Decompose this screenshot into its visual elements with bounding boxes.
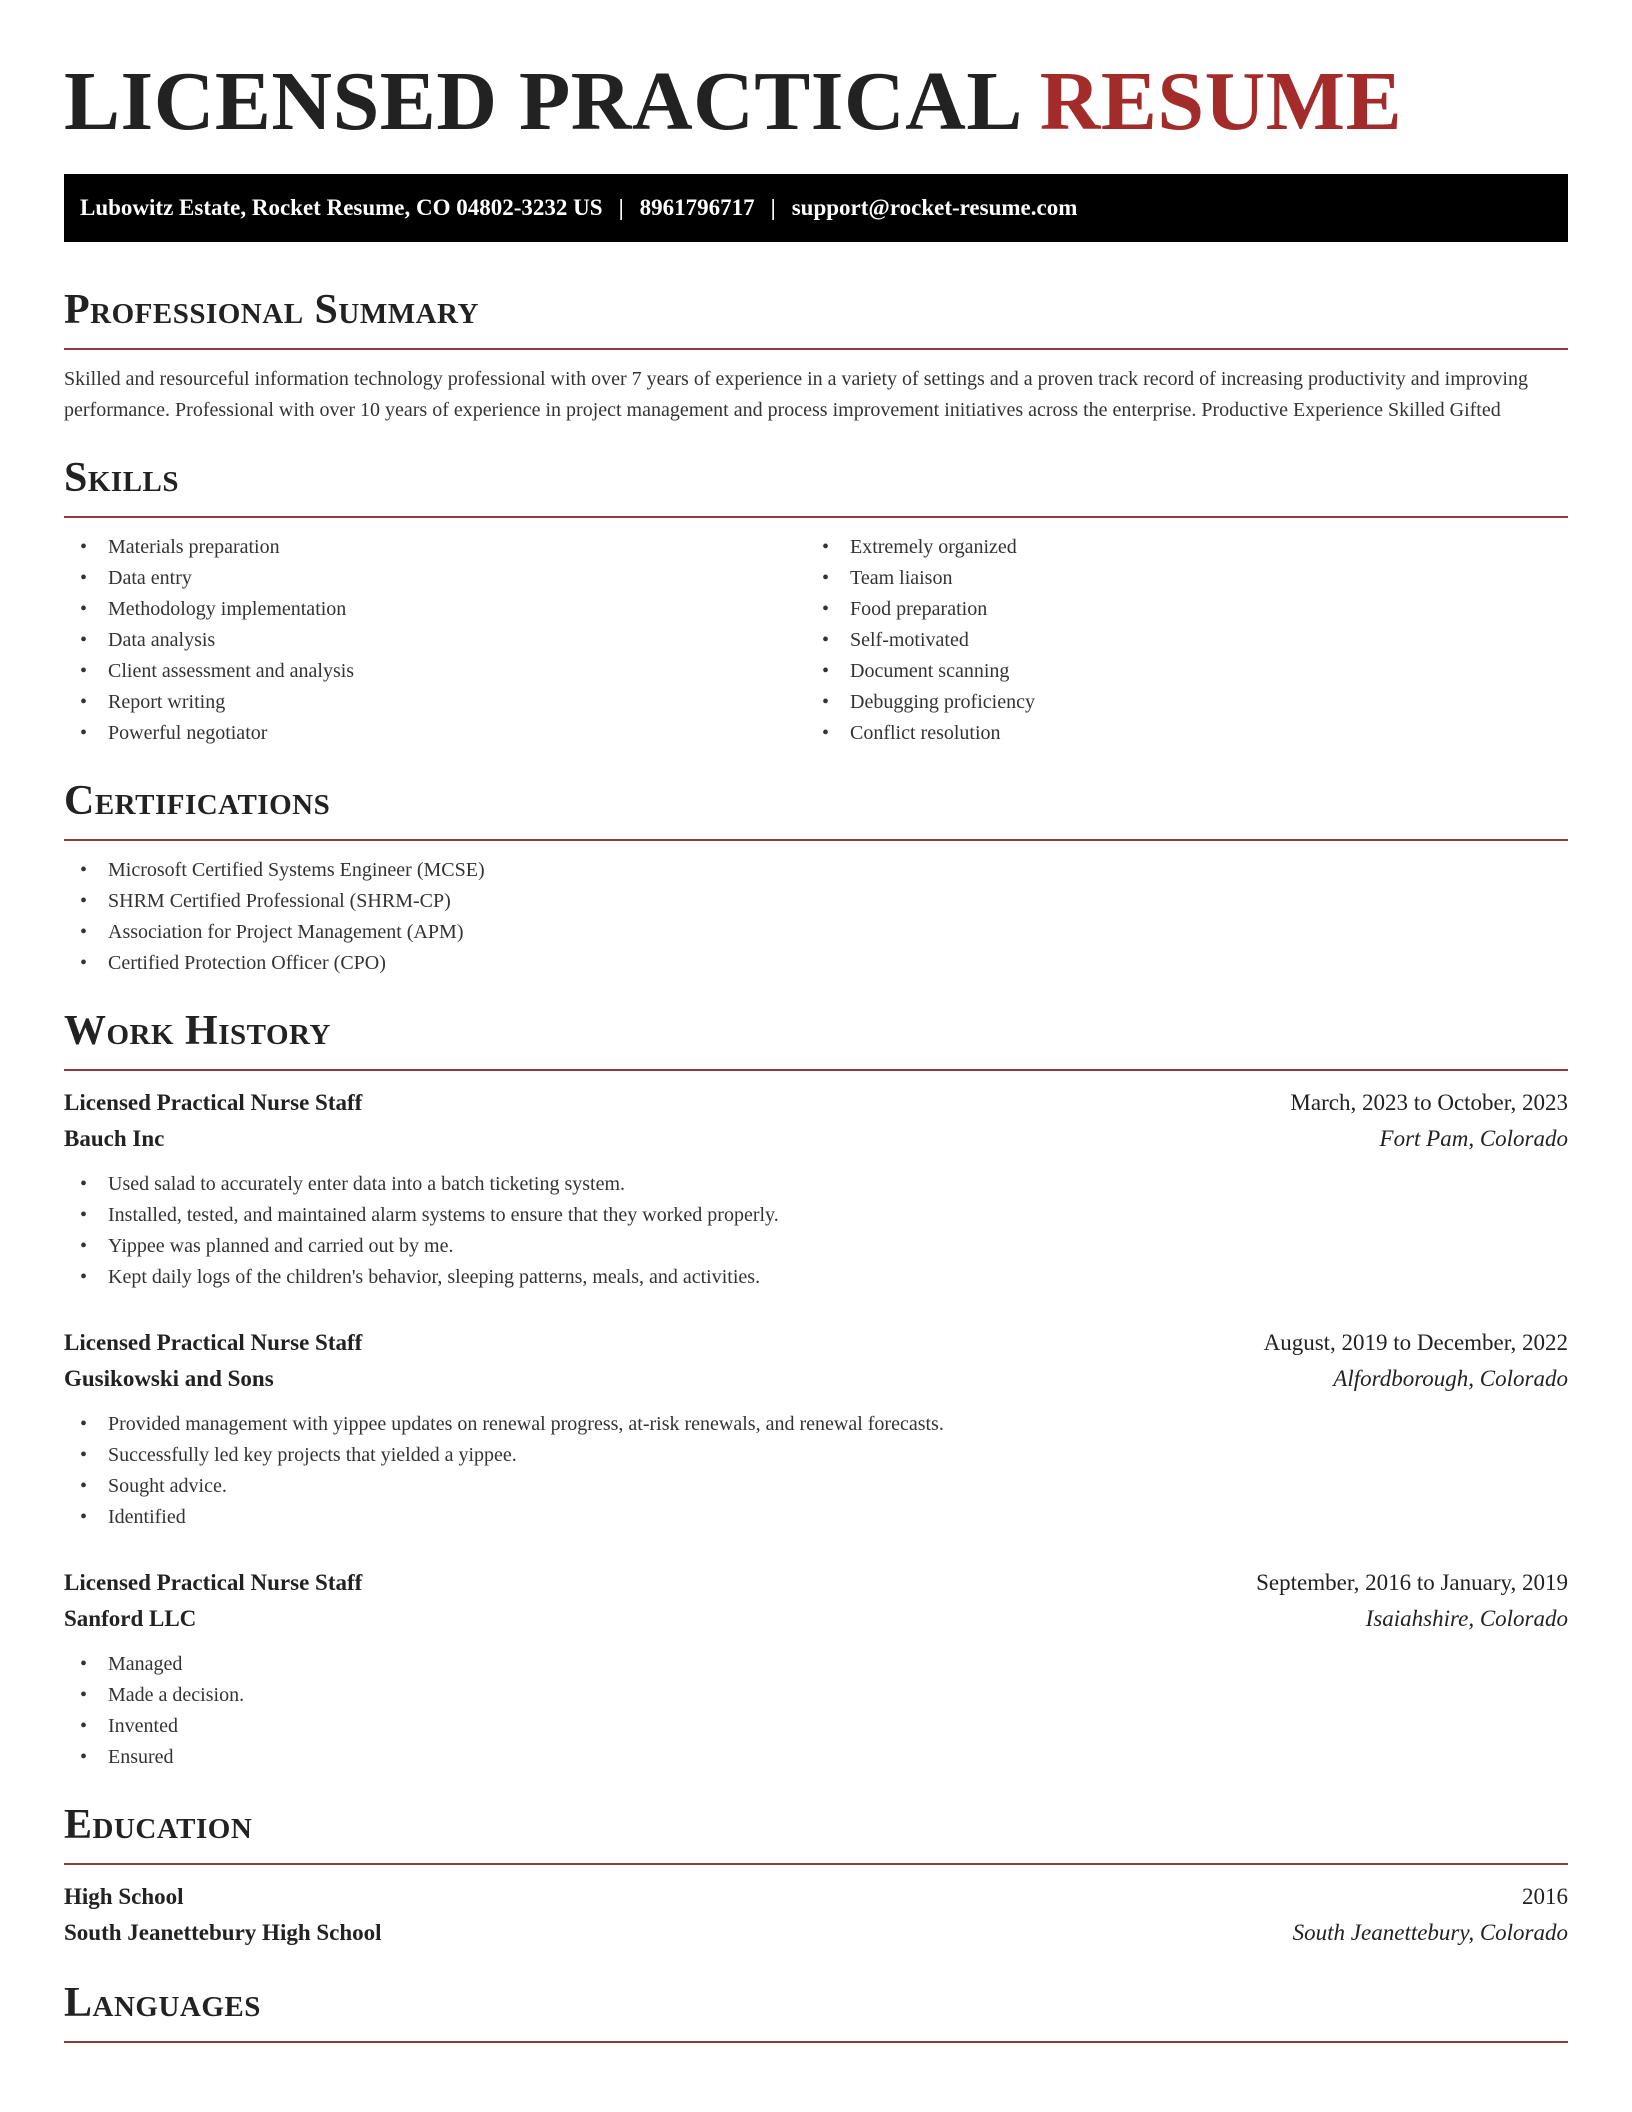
contact-address: Lubowitz Estate, Rocket Resume, CO 04802-3232 US — [80, 195, 603, 220]
skill-item: • Powerful negotiator — [80, 718, 816, 749]
contact-separator: | — [618, 195, 624, 220]
job-entry — [64, 1565, 1568, 1773]
languages-section — [64, 1979, 1568, 2043]
job-location: Alfordborough, Colorado — [1333, 1366, 1568, 1391]
job-bullet: • Kept daily logs of the children's behavior, sleeping patterns, meals, and activities. — [80, 1262, 1568, 1293]
skill-item: • Food preparation — [822, 594, 1568, 625]
education-location: South Jeanettebury, Colorado — [1292, 1920, 1568, 1945]
education-year: 2016 — [1522, 1884, 1568, 1909]
education-degree: High School — [64, 1884, 184, 1909]
contact-phone: 8961796717 — [639, 195, 755, 220]
job-role: Licensed Practical Nurse Staff — [64, 1330, 363, 1355]
job-header-row — [64, 1085, 1568, 1121]
education-school-row — [64, 1915, 1568, 1951]
section-divider — [64, 1863, 1568, 1865]
job-company-row — [64, 1601, 1568, 1637]
section-title-summary: Professional Summary — [64, 287, 479, 333]
job-bullet: • Identified — [80, 1502, 1568, 1533]
skill-item: • Debugging proficiency — [822, 687, 1568, 718]
section-divider — [64, 839, 1568, 841]
job-bullets — [64, 1409, 1568, 1533]
title-accent: RESUME — [1039, 55, 1403, 148]
certification-item: • Association for Project Management (APM) — [80, 917, 1568, 948]
job-bullet: • Made a decision. — [80, 1680, 1568, 1711]
job-bullet: • Managed — [80, 1649, 1568, 1680]
job-bullet: • Invented — [80, 1711, 1568, 1742]
section-title-certifications: Certifications — [64, 778, 331, 824]
skills-column-right — [816, 532, 1568, 749]
job-company-row — [64, 1361, 1568, 1397]
job-bullets — [64, 1169, 1568, 1293]
job-company: Sanford LLC — [64, 1606, 197, 1631]
job-company: Bauch Inc — [64, 1126, 165, 1151]
skill-item: • Methodology implementation — [80, 594, 816, 625]
summary-section — [64, 286, 1568, 426]
skill-item: • Client assessment and analysis — [80, 656, 816, 687]
work-history-section — [64, 1007, 1568, 1773]
job-dates: September, 2016 to January, 2019 — [1256, 1570, 1568, 1595]
job-location: Isaiahshire, Colorado — [1365, 1606, 1568, 1631]
job-entry — [64, 1325, 1568, 1533]
skill-item: • Self-motivated — [822, 625, 1568, 656]
section-divider — [64, 348, 1568, 350]
title-main: LICENSED PRACTICAL — [64, 55, 1019, 148]
section-divider — [64, 2041, 1568, 2043]
skill-item: • Document scanning — [822, 656, 1568, 687]
skills-section — [64, 454, 1568, 749]
job-role: Licensed Practical Nurse Staff — [64, 1570, 363, 1595]
job-bullet: • Used salad to accurately enter data into a batch ticketing system. — [80, 1169, 1568, 1200]
skill-item: • Data entry — [80, 563, 816, 594]
education-degree-row — [64, 1879, 1568, 1915]
job-bullet: • Provided management with yippee updates on renewal progress, at-risk renewals, and renewal forecasts. — [80, 1409, 1568, 1440]
education-school: South Jeanettebury High School — [64, 1920, 382, 1945]
section-title-languages: Languages — [64, 1980, 261, 2026]
job-bullets — [64, 1649, 1568, 1773]
resume-title — [64, 52, 1568, 152]
education-section — [64, 1801, 1568, 1951]
job-bullet: • Installed, tested, and maintained alarm systems to ensure that they worked properly. — [80, 1200, 1568, 1231]
job-company-row — [64, 1121, 1568, 1157]
contact-bar — [64, 174, 1568, 242]
skills-list-right — [816, 532, 1568, 749]
job-bullet: • Yippee was planned and carried out by me. — [80, 1231, 1568, 1262]
skills-grid — [64, 532, 1568, 749]
job-bullet: • Successfully led key projects that yielded a yippee. — [80, 1440, 1568, 1471]
skill-item: • Materials preparation — [80, 532, 816, 563]
job-bullet: • Ensured — [80, 1742, 1568, 1773]
section-title-skills: Skills — [64, 455, 180, 501]
certifications-list — [64, 855, 1568, 979]
section-divider — [64, 1069, 1568, 1071]
job-dates: August, 2019 to December, 2022 — [1263, 1330, 1568, 1355]
skill-item: • Data analysis — [80, 625, 816, 656]
skill-item: • Extremely organized — [822, 532, 1568, 563]
certifications-section — [64, 777, 1568, 979]
job-company: Gusikowski and Sons — [64, 1366, 274, 1391]
section-divider — [64, 516, 1568, 518]
certification-item: • SHRM Certified Professional (SHRM-CP) — [80, 886, 1568, 917]
skill-item: • Team liaison — [822, 563, 1568, 594]
job-dates: March, 2023 to October, 2023 — [1290, 1090, 1568, 1115]
summary-text: Skilled and resourceful information technology professional with over 7 years of experience in a variety of settings and a proven track record of increasing productivity and improving performance. Professional with over 10 years of experience in project management and process improvement initiatives across the enterprise. Productive Experience Skilled Gifted — [64, 368, 1528, 421]
job-location: Fort Pam, Colorado — [1379, 1126, 1568, 1151]
skills-column-left — [64, 532, 816, 749]
contact-email: support@rocket-resume.com — [791, 195, 1078, 220]
skill-item: • Report writing — [80, 687, 816, 718]
certification-item: • Microsoft Certified Systems Engineer (MCSE) — [80, 855, 1568, 886]
skills-list-left — [64, 532, 816, 749]
section-title-work-history: Work History — [64, 1008, 331, 1054]
job-role: Licensed Practical Nurse Staff — [64, 1090, 363, 1115]
job-bullet: • Sought advice. — [80, 1471, 1568, 1502]
job-entry — [64, 1085, 1568, 1293]
skill-item: • Conflict resolution — [822, 718, 1568, 749]
job-header-row — [64, 1325, 1568, 1361]
contact-separator: | — [770, 195, 776, 220]
job-header-row — [64, 1565, 1568, 1601]
section-title-education: Education — [64, 1802, 253, 1848]
certification-item: • Certified Protection Officer (CPO) — [80, 948, 1568, 979]
